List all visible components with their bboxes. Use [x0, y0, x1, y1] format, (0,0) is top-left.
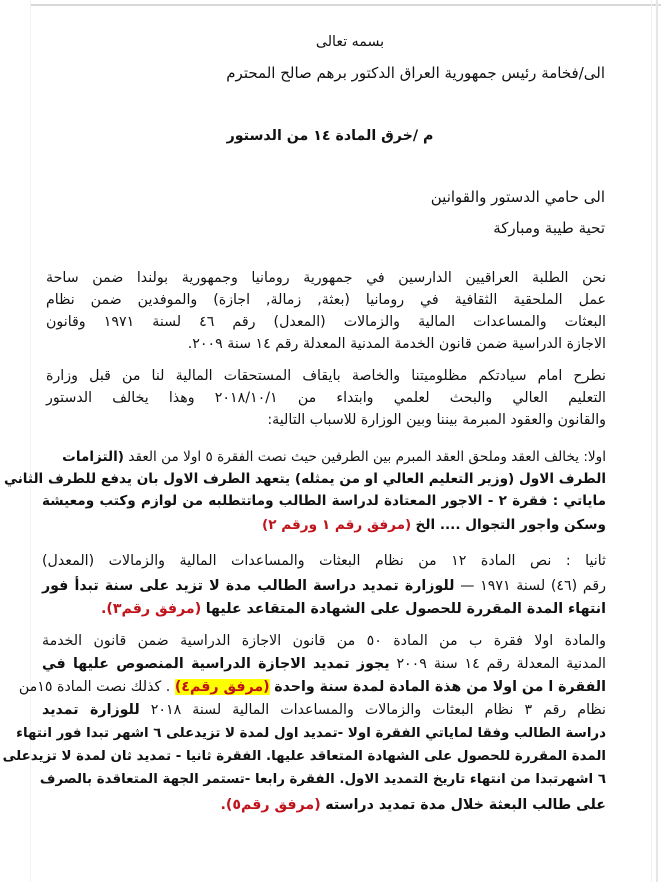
- point-2-attachment-ref: (مرفق رقم٣).: [100, 601, 202, 617]
- greeting-line-1: الى حامي الدستور والقوانين: [430, 188, 605, 206]
- paragraph-2-line-2: التعليم العالي والبحث لعلمي وابتداء من ٢٠١٨/١٠/١ وهذا يخالف الدستور: [46, 390, 606, 406]
- greeting-line-2: تحية طيبة ومباركة: [493, 219, 605, 237]
- point-3-line-2: [42, 656, 606, 673]
- paragraph-1-line-2: عمل الملحقية الثقافية في رومانيا (بعثة, زمالة, اجازة) والموفدين ضمن نظام: [46, 292, 606, 308]
- point-3-line-7: ٦ اشهرتبدا من انتهاء تاريخ التمديد الاول. الفقرة رابعا -تستمر الجهة المتعاقدة بالصرف: [39, 772, 606, 787]
- basmala: بسمه تعالى: [315, 34, 385, 50]
- point-3-line-8: [42, 797, 606, 814]
- paragraph-1-line-1: نحن الطلبة العراقيين الدارسين في جمهورية رومانيا وجمهورية بولندا ضمن ساحة: [46, 270, 606, 286]
- point-3-line-4-bold: للوزارة تمديد: [42, 702, 140, 718]
- page-right-edge: [656, 0, 658, 882]
- point-2-line-2: [42, 578, 606, 595]
- point-3-line-2-bold: يجوز تمديد الاجازة الدراسية المنصوص عليها في: [42, 656, 390, 672]
- point-3-final-attachment-ref: (مرفق رقم٥).: [220, 797, 321, 813]
- point-1-attachment-ref: (مرفق رقم ١ ورقم ٢): [261, 517, 412, 533]
- paragraph-1-line-3: البعثات والمساعدات المالية والزمالات (المعدل) رقم ٤٦ لسنة ١٩٧١ وقانون: [46, 314, 606, 330]
- point-2-line-3-bold: انتهاء المدة المقررة للحصول على الشهادة المتقاعد عليها: [205, 601, 606, 617]
- point-3-attachment-ref: (مرفق رقم٤): [174, 679, 270, 695]
- page-right-edge-inner: [651, 0, 652, 882]
- point-3-line-3-plain: . كذلك نصت المادة ١٥من: [18, 679, 171, 695]
- paragraph-2-line-1: نطرح امام سيادتكم مظلوميتنا والخاصة بايقاف المستحقات المالية لنا من قبل وزارة: [46, 368, 606, 384]
- point-2-line-3: [42, 601, 606, 618]
- subject-line: م /خرق المادة ١٤ من الدستور: [226, 128, 434, 144]
- point-3-line-5: دراسة الطالب وفقا لماياتي الفقرة اولا -تمديد اول لمدة لا تزيدعلى ٦ اشهر تبدا فور انتهاء: [16, 726, 606, 741]
- point-3-line-6: المدة المقررة للحصول على الشهادة المتعاقد عليها. الفقرة ثانيا - تمديد ثان لمدة لا تزيدعلى: [2, 749, 606, 764]
- point-3-line-1: والمادة اولا فقرة ب من المادة ٥٠ من قانون الاجازة الدراسية ضمن قانون الخدمة: [42, 633, 607, 649]
- point-3-line-3: [18, 679, 606, 696]
- point-1-line-3: ماياتي : فقرة ٢ - الاجور المعتادة لدراسة الطالب وماتتطلبه من لوازم وكتب ومعيشة: [42, 493, 607, 509]
- point-1-line-2: الطرف الاول (وزير التعليم العالي او من يمثله) يتعهد الطرف الاول بان يدفع للطرف الثاني: [3, 471, 606, 487]
- point-1-intro: اولا: يخالف العقد وملحق العقد المبرم بين الطرفين حيث نصت الفقرة ٥ اولا من العقد: [128, 449, 606, 465]
- point-1-line-4: [42, 517, 606, 534]
- paragraph-1-line-4: الاجازة الدراسية ضمن قانون الخدمة المدنية المعدلة رقم ١٤ سنة ٢٠٠٩.: [187, 336, 606, 352]
- point-3-line-2-plain: المدنية المعدلة رقم ١٤ سنة ٢٠٠٩: [396, 656, 606, 672]
- page-top-border: [30, 4, 661, 6]
- point-3-line-3-bold: الفقرة ا من اولا من هذة المادة لمدة سنة واحدة: [274, 679, 606, 695]
- point-3-line-8-plain: على طالب البعثة خلال مدة تمديد دراسته: [325, 797, 606, 813]
- point-2-line-2-plain: رقم (٤٦) لسنة ١٩٧١ —: [460, 578, 606, 594]
- addressee-line: الى/فخامة رئيس جمهورية العراق الدكتور برهم صالح المحترم: [226, 64, 605, 82]
- point-2-line-1: ثانيا : نص المادة ١٢ من نظام البعثات والمساعدات المالية والزمالات (المعدل): [42, 553, 606, 569]
- point-3-line-4: [42, 702, 606, 719]
- point-1-intro-bold: (التزامات: [62, 449, 124, 465]
- paragraph-2-line-3: والقانون والعقود المبرمة بيننا وبين الوزارة للاسباب التالية:: [267, 412, 606, 428]
- point-3-line-4-plain: نظام رقم ٣ نظام البعثات والزمالات والمساعدات المالية لسنة ٢٠١٨: [150, 702, 606, 718]
- point-1-line-1: [42, 449, 606, 466]
- point-1-line-4-text: وسكن واجور التجوال .... الخ: [415, 517, 606, 533]
- point-2-line-2-bold: للوزارة تمديد دراسة الطالب مدة لا تزيد على سنة تبدأ فور: [42, 578, 455, 594]
